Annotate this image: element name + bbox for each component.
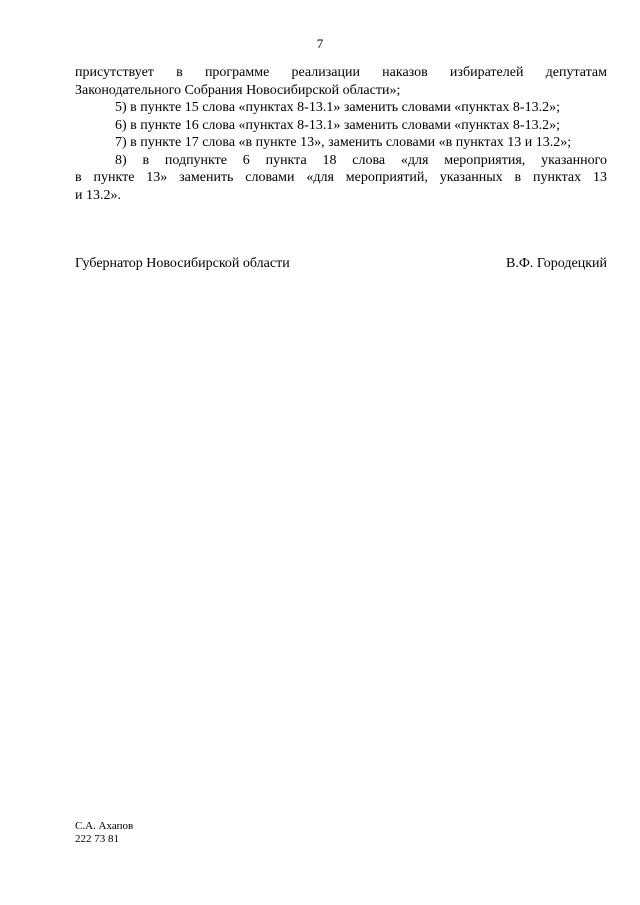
paragraph-item-5: 5) в пункте 15 слова «пунктах 8-13.1» заменить словами «пунктах 8-13.2»; — [115, 100, 560, 115]
paragraph-item-8-line-2: в пункте 13» заменить словами «для мероприятий, указанных в пунктах 13 — [75, 170, 607, 185]
paragraph-item-8-line-3: и 13.2». — [75, 187, 121, 203]
paragraph-item-7: 7) в пункте 17 слова «в пункте 13», заменить словами «в пунктах 13 и 13.2»; — [115, 135, 572, 150]
document-body — [75, 64, 607, 204]
executor-name: С.А. Ахапов — [75, 820, 134, 832]
paragraph-item-6: 6) в пункте 16 слова «пунктах 8-13.1» заменить словами «пунктах 8-13.2»; — [115, 117, 560, 133]
paragraph-continuation-line-2: Законодательного Собрания Новосибирской области»; — [75, 82, 401, 98]
executor-phone: 222 73 81 — [75, 833, 119, 845]
executor-block — [75, 820, 133, 846]
signatory-position: Губернатор Новосибирской области — [75, 256, 290, 271]
signatory-name: В.Ф. Городецкий — [506, 256, 607, 271]
paragraph-item-8-line-1: 8) в подпункте 6 пункта 18 слова «для мероприятия, указанного — [115, 152, 607, 168]
page-number: 7 — [316, 36, 324, 51]
signature-block — [75, 255, 607, 273]
paragraph-continuation-line-1: присутствует в программе реализации наказов избирателей депутатам — [75, 65, 607, 80]
